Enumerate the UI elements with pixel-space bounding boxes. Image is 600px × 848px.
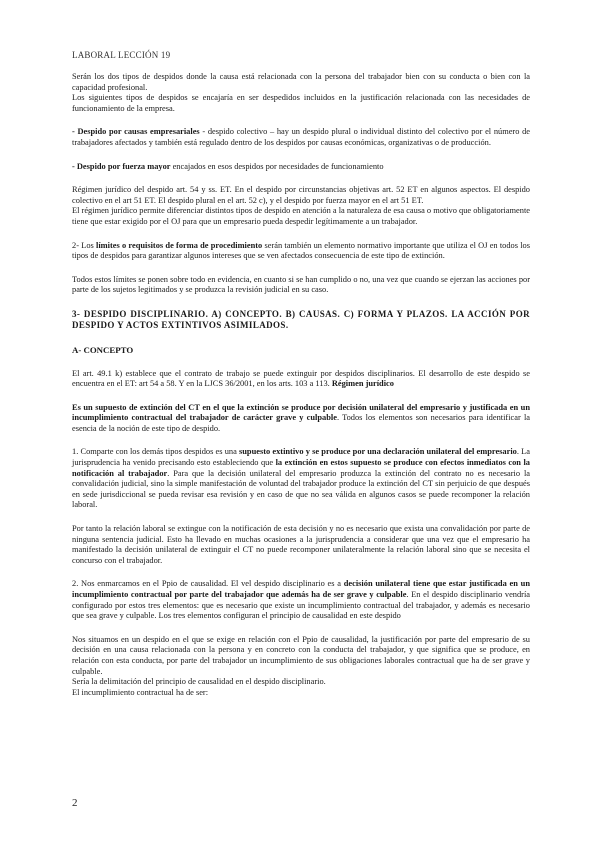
point-1-bold-1: supuesto extintivo y se produce por una declaración unilateral del empresario [239,447,517,457]
paragraph-despido-fuerza-mayor [72,162,530,173]
point-1-c: . La jurisprudencia ha venido precisando esto estableciendo que [72,447,530,468]
definicion-text: . Todos los elementos son necesarios para identificar la esencia de la noción de este tipo de despido. [72,413,530,433]
paragraph-despido-causas-empresariales [72,127,530,148]
limites-text: serán también un elemento normativo importante que utiliza el OJ en todos los tipos de despidos para garantizar algunos intereses que se ven afectados consecuencia de este tipo de extinción. [72,240,531,261]
section-a-heading: A- CONCEPTO [72,344,134,355]
art-49-text: El art. 49.1 k) establece que el contrato de trabajo se puede extinguir por despidos disciplinarios. El desarrollo de este despido se encuentra en el ET: art 54 a 58. Y en la LJCS 36/2001, en los arts. 103 a 113. [72,368,530,389]
point-1-bold-2: la extinción en estos supuesto se produce con efectos inmediatos con la notificación al trabajador [72,458,530,478]
intro-paragraph-1: Serán los dos tipos de despidos donde la causa está relacionada con la persona del trabajador bien con su conducta o bien con la capacidad profesional. [72,72,530,92]
paragraph-limites-forma [72,241,530,262]
page-header: LABORAL LECCIÓN 19 [72,50,171,60]
paragraph-causalidad-1: Nos situamos en un despido en el que se exige en relación con el Ppio de causalidad, la justificación por parte del empresario de su decisión en una causa relacionada con la persona y en concreto con la conducta del trabajador, y que significa que se produce, en relación con esta conducta, por parte del trabajador un incumplimiento de sus obligaciones laborales contractual que ha de ser grave y culpable. [72,634,530,676]
point-2-c: . En el despido disciplinario vendría configurado por estos tres elementos: que es necesario que existe un incumplimiento contractual del trabajador, y además es necesario que sea grave y culpable. Los tres elementos configuran el principio de causalidad en este despido [72,590,531,621]
paragraph-regimen-juridico-2: El régimen jurídico permite diferenciar distintos tipos de despido en atención a la naturaleza de esa causa o motivo que obligatoriamente tiene que estar exigido por el OJ para que un empresario pueda despedir legítimamente a un trabajador. [72,206,530,226]
term-causas-empresariales: - Despido por causas empresariales [72,127,200,137]
paragraph-regimen-juridico-1: Régimen jurídico del despido art. 54 y ss. ET. En el despido por circunstancias objetivas art. 52 ET en algunos aspectos. El despido colectivo en el art 51 ET. El despido plural en el art. 52 c), y el despido por fuerza mayor en el art 51 ET. [72,185,530,205]
definicion-bold: Es un supuesto de extinción del CT en el que la extinción se produce por decisión unilateral del empresario y justificada en un incumplimiento contractual del trabajador de carácter grave y culpable [72,402,530,423]
term-limites-forma: límites o requisitos de forma de procedimiento [96,240,263,250]
point-1-a: 1. Comparte con los demás tipos despidos es una [72,447,239,457]
point-2-bold: decisión unilateral tiene que estar justificada en un incumplimiento contractual por parte del trabajador que además ha de ser grave y culpable [72,579,530,599]
page-number: 2 [72,797,78,809]
term-fuerza-mayor: - Despido por fuerza mayor [72,161,171,171]
limites-prefix: 2- Los [72,240,97,250]
text-causas-empresariales: - despido colectivo – hay un despido plural o individual distinto del colectivo por el número de trabajadores afectados y también está regulado dentro de los despidos por causas económicas, organizativas o de producción. [72,127,530,147]
point-2-a: 2. Nos enmarcamos en el Ppio de causalidad. El vel despido disciplinario es a [72,579,344,589]
paragraph-art-49 [72,369,530,390]
paragraph-point-1 [72,447,530,511]
document-body [72,72,530,698]
text-fuerza-mayor: encajados en esos despidos por necesidades de funcionamiento [170,161,384,171]
paragraph-relacion-laboral: Por tanto la relación laboral se extingue con la notificación de esta decisión y no es necesario que exista una convalidación por parte de ninguna sentencia judicial. Esto ha llevado en muchas ocasiones a la jurisprudencia a considerar que una vez que el empresario ha manifestado la decisión unilateral de extinguir el CT no puede recomponer unilateralmente la relación laboral sino que se necesita el concurso con el trabajador. [72,524,530,565]
paragraph-causalidad-2: Sería la delimitación del principio de causalidad en el despido disciplinario. [72,677,326,687]
paragraph-limites-evidencia: Todos estos límites se ponen sobre todo en evidencia, en cuanto si se han cumplido o no, una vez que cuando se ejerzan las acciones por parte de los sujetos legitimados y se produzca la revisión judicial en su caso. [72,274,530,295]
section-3-heading: 3- DESPIDO DISCIPLINARIO. A) CONCEPTO. B) CAUSAS. C) FORMA Y PLAZOS. LA ACCIÓN POR DESPIDO Y ACTOS EXTINTIVOS ASIMILADOS. [72,308,530,331]
paragraph-point-2 [72,579,530,621]
paragraph-causalidad-3: El incumplimiento contractual ha de ser: [72,687,209,697]
point-1-d: . Para que la decisión unilateral del empresario produzca la extinción del contrato no es necesario la convalidación judicial, sino la simple manifestación de voluntad del trabajador produce la extinción del CT sin perjuicio de que después en sede jurisdiccional se pueda revisar esa revisión y en caso de que no sea válida en algunos casos se puede recomponer la relación laboral. [72,468,530,510]
term-regimen-juridico: Régimen jurídico [331,379,394,389]
intro-paragraph-2: Los siguientes tipos de despidos se encajaría en ser despedidos incluidos en la justificación relacionada con las necesidades de funcionamiento de la empresa. [72,93,530,113]
paragraph-definicion [72,403,530,435]
